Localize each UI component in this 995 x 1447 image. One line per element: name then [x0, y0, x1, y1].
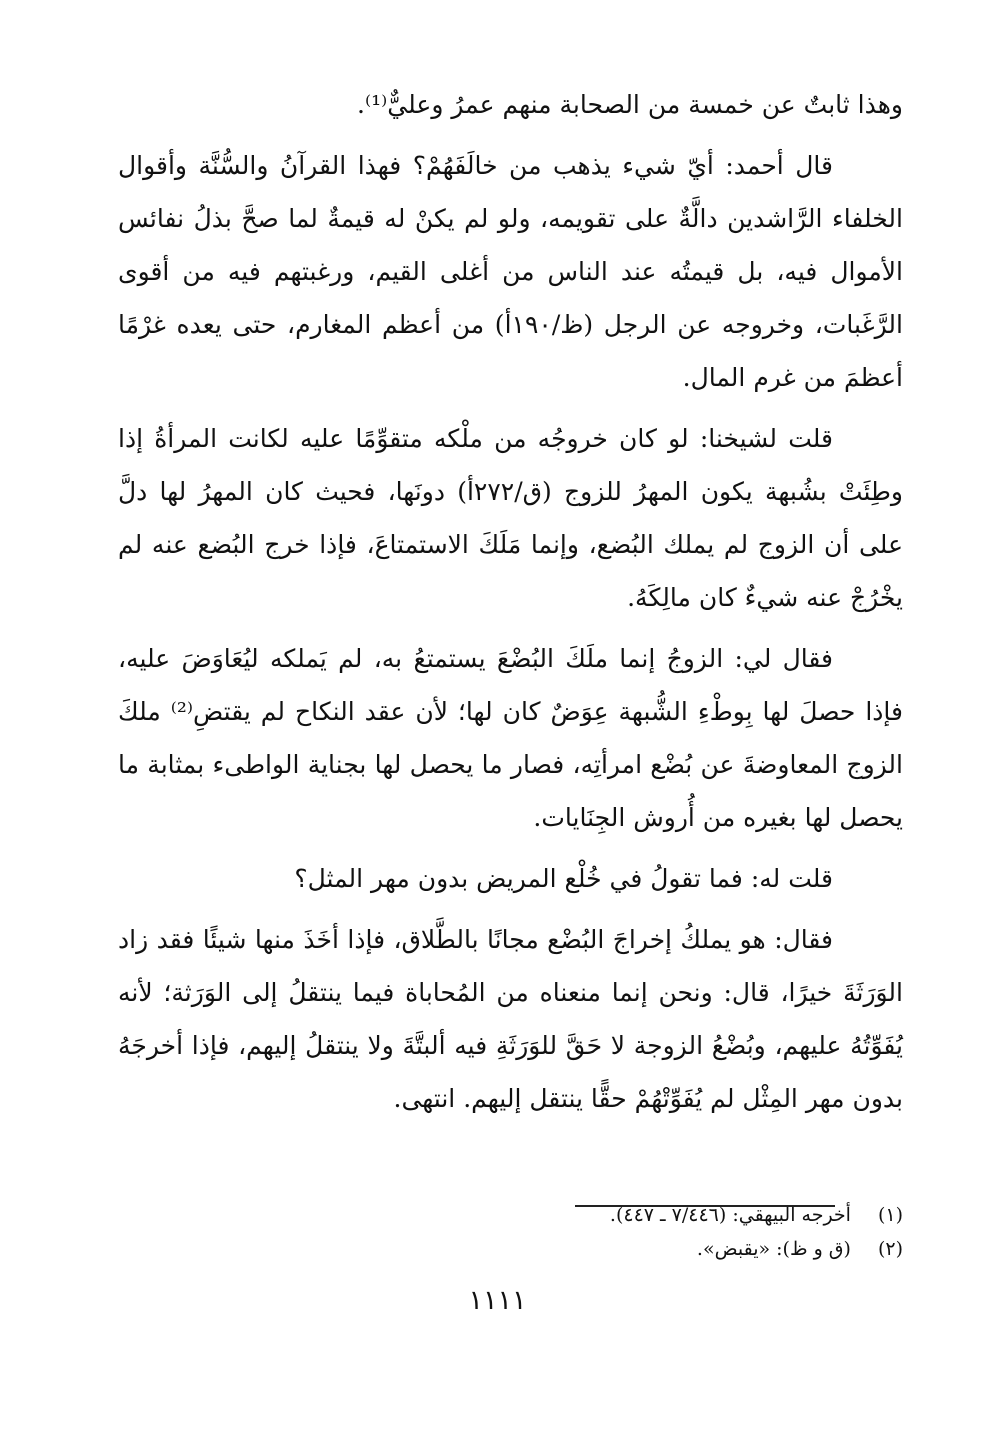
- paragraph-6: فقال: هو يملكُ إخراجَ البُضْع مجانًا بالطَّلاق، فإذا أخَذَ منها شيئًا فقد زاد الوَرَثَةَ خيرًا، قال: ونحن إنما منعناه من المُحاباة فيما ينتقلُ إلى الوَرَثة؛ لأنه يُفَوِّتُهُ عليهم، وبُضْعُ الزوجة لا حَقَّ للوَرَثَةِ فيه ألبتَّةَ ولا ينتقلُ إليهم، فإذا أخرجَهُ بدون مهر المِثْل لم يُفَوِّتْهُمْ حقًّا ينتقل إليهم. انتهى.: [118, 925, 903, 1113]
- footnote-text: (ق و ظ): «يقبض».: [696, 1238, 851, 1260]
- footnote-text: أخرجه البيهقي: (٧/٤٤٦ ـ ٤٤٧).: [609, 1204, 851, 1226]
- paragraph-5: قلت له: فما تقولُ في خُلْع المريض بدون مهر المثل؟: [294, 864, 833, 893]
- footnote-2: [118, 1232, 903, 1266]
- paragraph-4: فقال لي: الزوجُ إنما ملَكَ البُضْعَ يستمتعُ به، لم يَملكه ليُعَاوَضَ عليه، فإذا حصلَ لها بِوطْءِ الشُّبهة عِوَضٌ كان لها؛ لأن عقد النكاح لم يقتضِ⁽²⁾ ملكَ الزوج المعاوضةَ عن بُضْع امرأتِه، فصار ما يحصل لها بجناية الواطىء بمثابة ما يحصل لها بغيره من أُروش الجِنَايات.: [118, 644, 903, 832]
- footnote-number: (١): [877, 1204, 903, 1226]
- paragraph-3: قلت لشيخنا: لو كان خروجُه من ملْكه متقوِّمًا عليه لكانت المرأةُ إذا وطِئَتْ بشُبهة يكون المهرُ للزوج (ق/٢٧٢أ) دونَها، فحيث كان المهرُ لها دلَّ على أن الزوج لم يملك البُضع، وإنما مَلَكَ الاستمتاعَ، فإذا خرج البُضع عنه لم يخْرُجْ عنه شيءٌ كان مالِكَهُ.: [118, 424, 903, 612]
- page-number: ١١١١: [468, 1285, 527, 1316]
- paragraph-1: وهذا ثابتٌ عن خمسة من الصحابة منهم عمرُ وعليٌّ⁽¹⁾.: [357, 90, 903, 119]
- footnote-1: [118, 1198, 903, 1232]
- paragraph-2: قال أحمد: أيّ شيء يذهب من خالَفَهُمْ؟ فهذا القرآنُ والسُّنَّة وأقوال الخلفاء الرَّاشدين دالَّةٌ على تقويمه، ولو لم يكنْ له قيمةٌ لما صحَّ بذلُ نفائس الأموال فيه، بل قيمتُه عند الناس من أغلى القيم، ورغبتهم فيه من أقوى الرَّغَبات، وخروجه عن الرجل (ظ/١٩٠أ) من أعظم المغارم، حتى يعده غرْمًا أعظمَ من غرم المال.: [118, 151, 903, 392]
- footnotes: [118, 1198, 903, 1266]
- footnote-number: (٢): [877, 1238, 903, 1260]
